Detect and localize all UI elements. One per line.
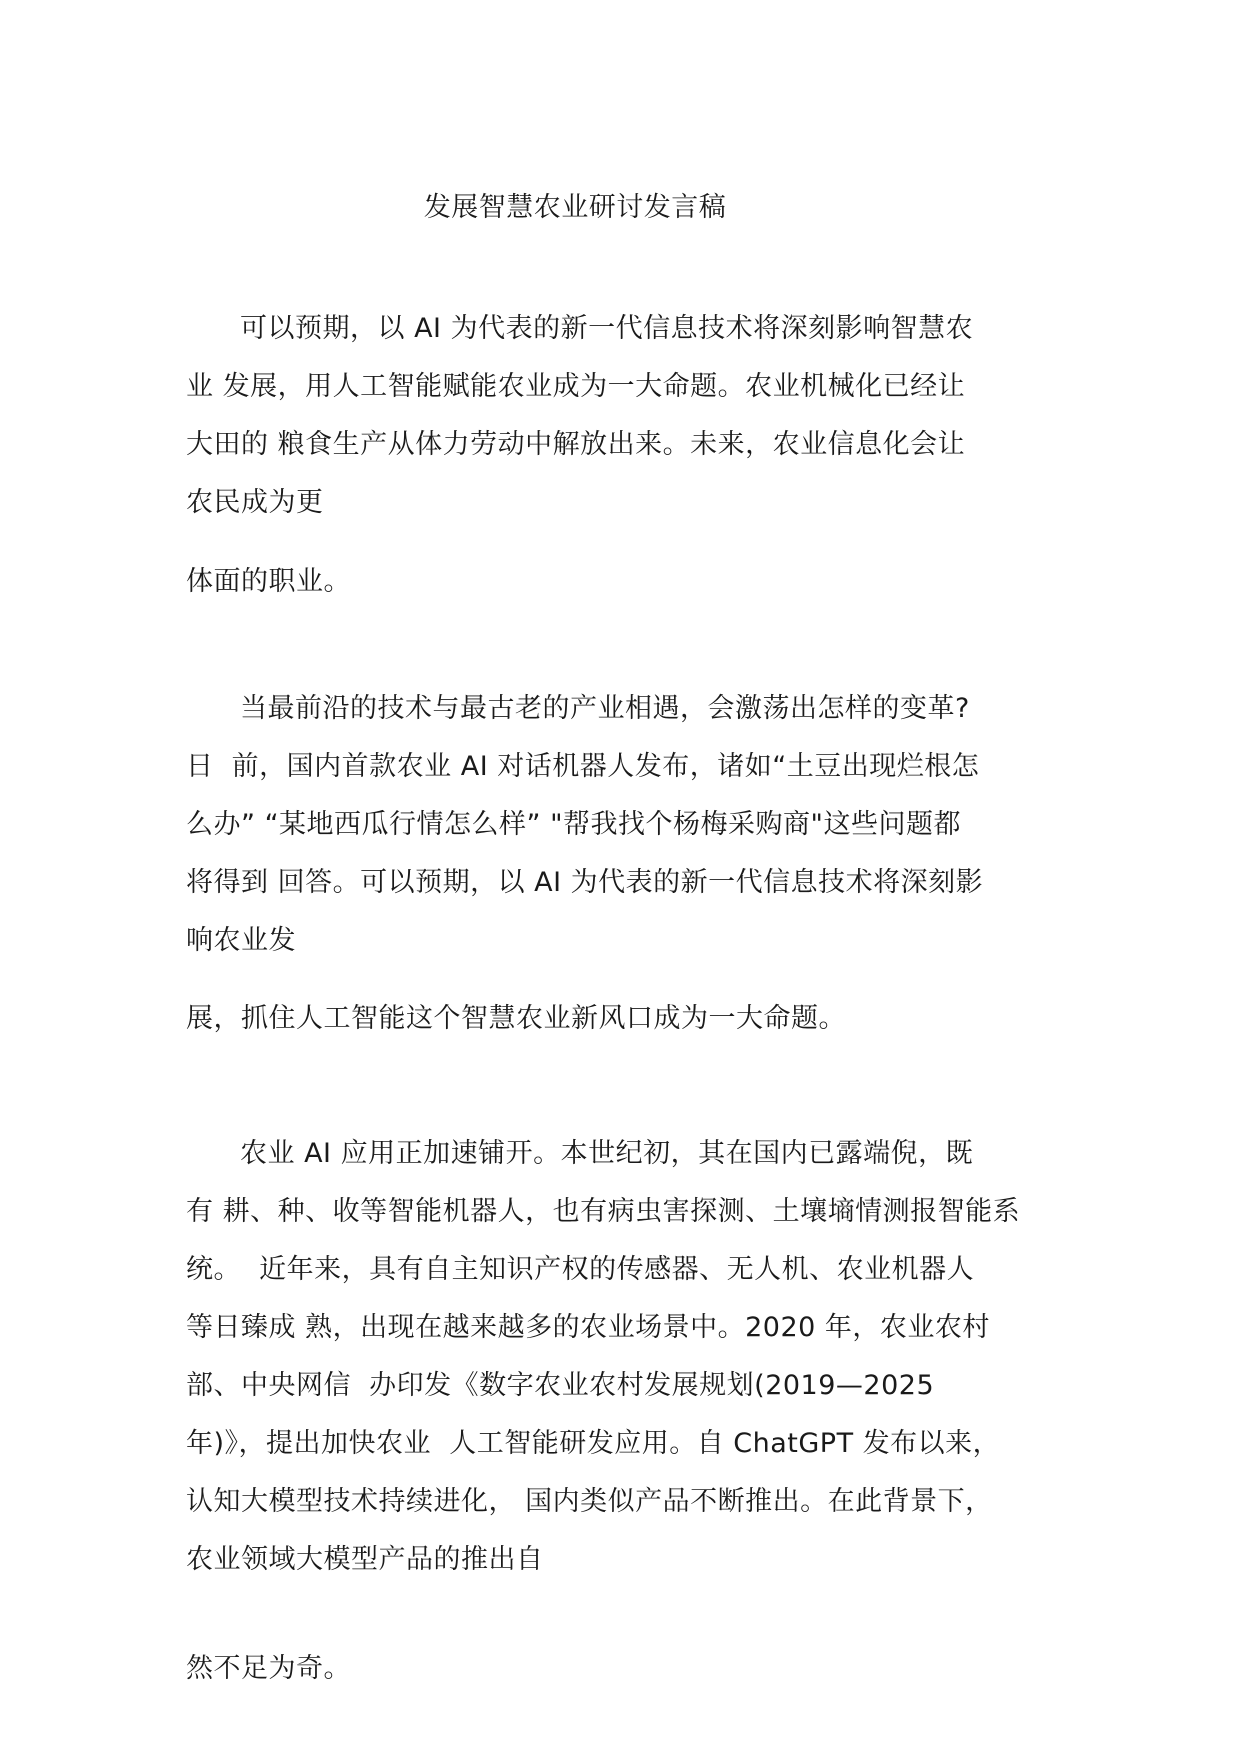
paragraph-line: 将得到 回答。可以预期，以 AI 为代表的新一代信息技术将深刻影 (186, 867, 984, 898)
paragraph-line: 统。 近年来，具有自主知识产权的传感器、无人机、农业机器人 (186, 1254, 975, 1285)
paragraph-line: 农民成为更 (186, 487, 324, 518)
paragraph-line: 响农业发 (186, 925, 296, 956)
paragraph-line: 可以预期，以 AI 为代表的新一代信息技术将深刻影响智慧农 (240, 313, 974, 344)
paragraph-line: 年)》，提出加快农业 人工智能研发应用。自 ChatGPT 发布以来， (186, 1428, 1001, 1459)
paragraph-2 (186, 680, 1056, 970)
paragraph-line: 展，抓住人工智能这个智慧农业新风口成为一大命题。 (186, 1003, 846, 1034)
paragraph-3-tail (186, 1640, 1056, 1698)
paragraph-line: 部、中央网信 办印发《数字农业农村发展规划(2019—2025 (186, 1370, 935, 1401)
paragraph-line: 认知大模型技术持续进化， 国内类似产品不断推出。在此背景下， (186, 1486, 993, 1517)
paragraph-line: 有 耕、种、收等智能机器人，也有病虫害探测、土壤墒情测报智能系 (186, 1196, 1021, 1227)
paragraph-line: 农业 AI 应用正加速铺开。本世纪初，其在国内已露端倪，既 (240, 1138, 974, 1169)
paragraph-line: 当最前沿的技术与最古老的产业相遇，会激荡出怎样的变革? (240, 693, 970, 724)
paragraph-line: 然不足为奇。 (186, 1653, 351, 1684)
paragraph-line: 业 发展，用人工智能赋能农业成为一大命题。农业机械化已经让 (186, 371, 966, 402)
paragraph-1 (186, 300, 1056, 532)
paragraph-line: 么办” “某地西瓜行情怎么样” "帮我找个杨梅采购商"这些问题都 (186, 809, 961, 840)
paragraph-2-tail (186, 990, 1056, 1048)
paragraph-line: 农业领域大模型产品的推出自 (186, 1544, 544, 1575)
document-title: 发展智慧农业研讨发言稿 (423, 192, 727, 223)
paragraph-line: 体面的职业。 (186, 566, 351, 597)
paragraph-line: 等日臻成 熟，出现在越来越多的农业场景中。2020 年，农业农村 (186, 1312, 990, 1343)
paragraph-3 (186, 1125, 1056, 1589)
paragraph-line: 大田的 粮食生产从体力劳动中解放出来。未来，农业信息化会让 (186, 429, 966, 460)
paragraph-1-tail (186, 553, 1056, 611)
paragraph-line: 日 前，国内首款农业 AI 对话机器人发布，诸如“土豆出现烂根怎 (186, 751, 980, 782)
